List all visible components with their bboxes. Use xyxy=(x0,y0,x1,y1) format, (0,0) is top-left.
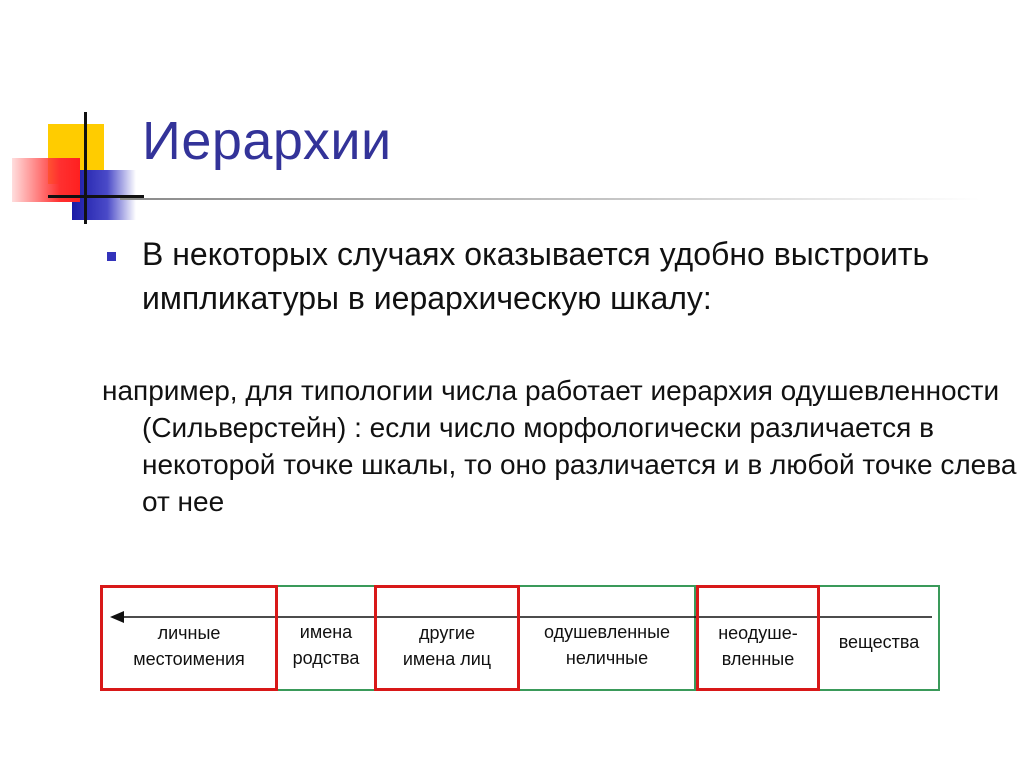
scale-cell-label-line1: вещества xyxy=(838,632,920,652)
scale-cell-label-line1: личные xyxy=(157,623,221,643)
hierarchy-scale xyxy=(100,585,940,691)
scale-cell-label-line2: имена лиц xyxy=(402,649,492,669)
scale-cell-label-line1: одушевленные xyxy=(543,622,671,642)
scale-cell-other-human-nouns xyxy=(374,585,520,691)
body-paragraph: например, для типологии числа работает иерархия одушевленности (Сильверстейн) : если число морфологически различается в некоторой точке шкалы, то оно различается и в любой точке слева от нее xyxy=(102,375,1017,517)
decor-vertical-line xyxy=(84,112,87,224)
slide-title: Иерархии xyxy=(142,111,392,171)
scale-cell-inanimate xyxy=(696,585,820,691)
scale-cell-label-line1: неодуше- xyxy=(718,623,798,643)
bullet-text: В некоторых случаях оказывается удобно выстроить импликатуры в иерархическую шкалу: xyxy=(142,236,930,316)
scale-cell-label-line2: вленные xyxy=(721,649,795,669)
bullet-square-icon xyxy=(107,252,116,261)
scale-cell-label-line2: местоимения xyxy=(133,649,245,669)
scale-cell-label-line1: имена xyxy=(299,622,353,642)
title-underline xyxy=(120,198,980,200)
scale-cell-personal-pronouns xyxy=(100,585,278,691)
scale-cell-label-line2: неличные xyxy=(565,648,649,668)
scale-cell-label-line2: родства xyxy=(292,648,360,668)
scale-cell-label-line1: другие xyxy=(419,623,475,643)
